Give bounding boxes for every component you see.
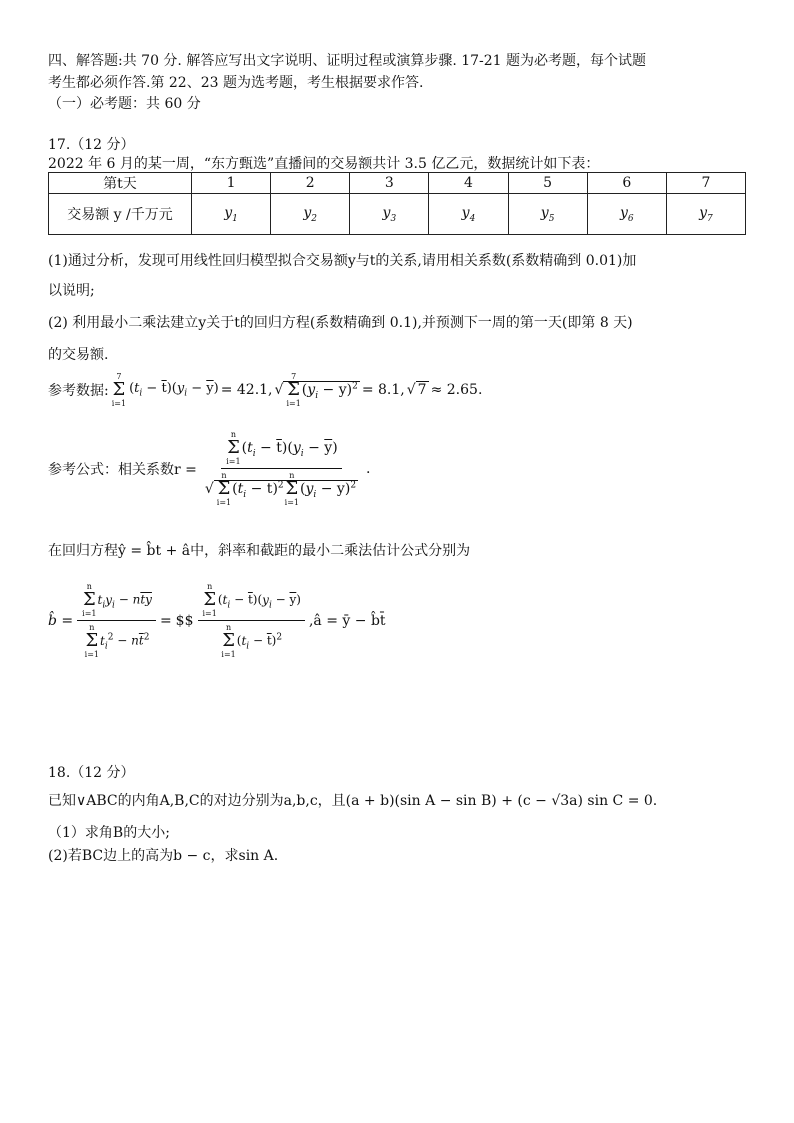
reference-value-1: = 42.1,: [220, 382, 273, 398]
reference-value-2: = 8.1,: [361, 382, 405, 398]
intercept-formula: ,â = ȳ − b̂t̄: [308, 612, 386, 629]
sum-symbol: 7 Σ i=1: [111, 372, 127, 408]
slope-fraction-1: n Σ i=1 $t_iy_i - n\overline{ty}$ n Σ i=1 $t_i^2 - n\overline{t}^2$: [77, 582, 156, 659]
sqrt7-expr: √ 7: [406, 382, 427, 398]
sqrt-sum-expr: √ 7 Σ i=1 $(y_i - \overline{y})^2$: [274, 372, 358, 408]
section-instructions-line1: 四、解答题:共 70 分. 解答应写出文字说明、证明过程或演算步骤. 17-21 题为必考题，每个试题: [48, 53, 647, 69]
q17-number: 17.（12 分）: [48, 137, 135, 153]
table-cell-value: $y_2$: [271, 194, 350, 235]
q18-part1: （1）求角B的大小;: [48, 825, 170, 841]
q18-number: 18.（12 分）: [48, 765, 135, 781]
table-cell-value: $y_4$: [429, 194, 508, 235]
table-header-day: 第t天: [49, 173, 192, 194]
slope-fraction-2: n Σ i=1 $(t_i - \overline{t})(y_i - \overline{y})$ n Σ i=1 $(t_i - \overline{t})^2$: [198, 582, 305, 659]
table-cell-day: 7: [666, 173, 745, 194]
q17-part1-line2: 以说明;: [48, 283, 95, 299]
reference-data-label: 参考数据:: [48, 383, 109, 399]
table-cell-day: 2: [271, 173, 350, 194]
q17-part2-line1: (2) 利用最小二乘法建立y关于t的回归方程(系数精确到 0.1),并预测下一周的第一天(即第 8 天): [48, 315, 633, 331]
table-cell-value: $y_3$: [350, 194, 429, 235]
table-cell-value: $y_7$: [666, 194, 745, 235]
reference-formula: 参考公式：相关系数r = n Σ i=1 $(t_i - \overline{t})(y_i - \overline{y})$ √ n Σ i=1 $(t_i - \overline{t})^2$ n Σ i=1 $(y_i - \overline{y})^2$ .: [48, 430, 371, 507]
dollar-sign: $$: [175, 612, 194, 629]
table-row-days: [49, 173, 746, 194]
table-cell-day: 6: [587, 173, 666, 194]
section-subheading: （一）必考题：共 60 分: [48, 96, 201, 112]
table-header-amount: 交易额 y /千万元: [49, 194, 192, 235]
q17-part1-line1: (1)通过分析，发现可用线性回归模型拟合交易额y与t的关系,请用相关系数(系数精确到 0.01)加: [48, 253, 637, 269]
table-cell-value: $y_5$: [508, 194, 587, 235]
regression-intro: 在回归方程ŷ = b̂t + â中，斜率和截距的最小二乘法估计公式分别为: [48, 543, 471, 559]
q17-part2-line2: 的交易额.: [48, 347, 109, 363]
table-cell-day: 4: [429, 173, 508, 194]
correlation-numerator: n Σ i=1 $(t_i - \overline{t})(y_i - \overline{y})$: [221, 430, 341, 469]
reference-formula-label: 参考公式：相关系数r =: [48, 461, 197, 478]
reference-data: [48, 372, 482, 408]
correlation-denominator: √ n Σ i=1 $(t_i - \overline{t})^2$ n Σ i=1 $(y_i - \overline{y})^2$: [204, 471, 357, 507]
covariance-expr: $(t_i - \overline{t})(y_i - \overline{y})$: [129, 381, 219, 399]
reference-value-3: ≈ 2.65.: [430, 382, 483, 398]
least-squares-formula: b̂ = n Σ i=1 $t_iy_i - n\overline{ty}$ n Σ i=1 $t_i^2 - n\overline{t}^2$ = $$ n Σ i=1 $(t_i - \overline{t})(y_i - \overline{y})$ n Σ i=1 $(t_i - \overline{t})^2$ ,â = ȳ − b̂t̄: [48, 582, 386, 659]
table-cell-value: $y_6$: [587, 194, 666, 235]
table-cell-day: 3: [350, 173, 429, 194]
section-instructions-line2: 考生都必须作答.第 22、23 题为选考题，考生根据要求作答.: [48, 75, 424, 91]
q18-statement: 已知∨ABC的内角A,B,C的对边分别为a,b,c，且(a + b)(sin A − sin B) + (c − √3a) sin C = 0.: [48, 793, 658, 809]
correlation-fraction: [201, 430, 362, 507]
table-cell-value: $y_1$: [192, 194, 271, 235]
sales-table: [48, 172, 746, 235]
table-row-values: [49, 194, 746, 235]
table-cell-day: 1: [192, 173, 271, 194]
q17-intro: 2022 年 6 月的某一周，“东方甄选”直播间的交易额共计 3.5 亿乙元，数据统计如下表：: [48, 156, 600, 172]
q18-part2: (2)若BC边上的高为b − c，求sin A.: [48, 848, 279, 864]
table-cell-day: 5: [508, 173, 587, 194]
